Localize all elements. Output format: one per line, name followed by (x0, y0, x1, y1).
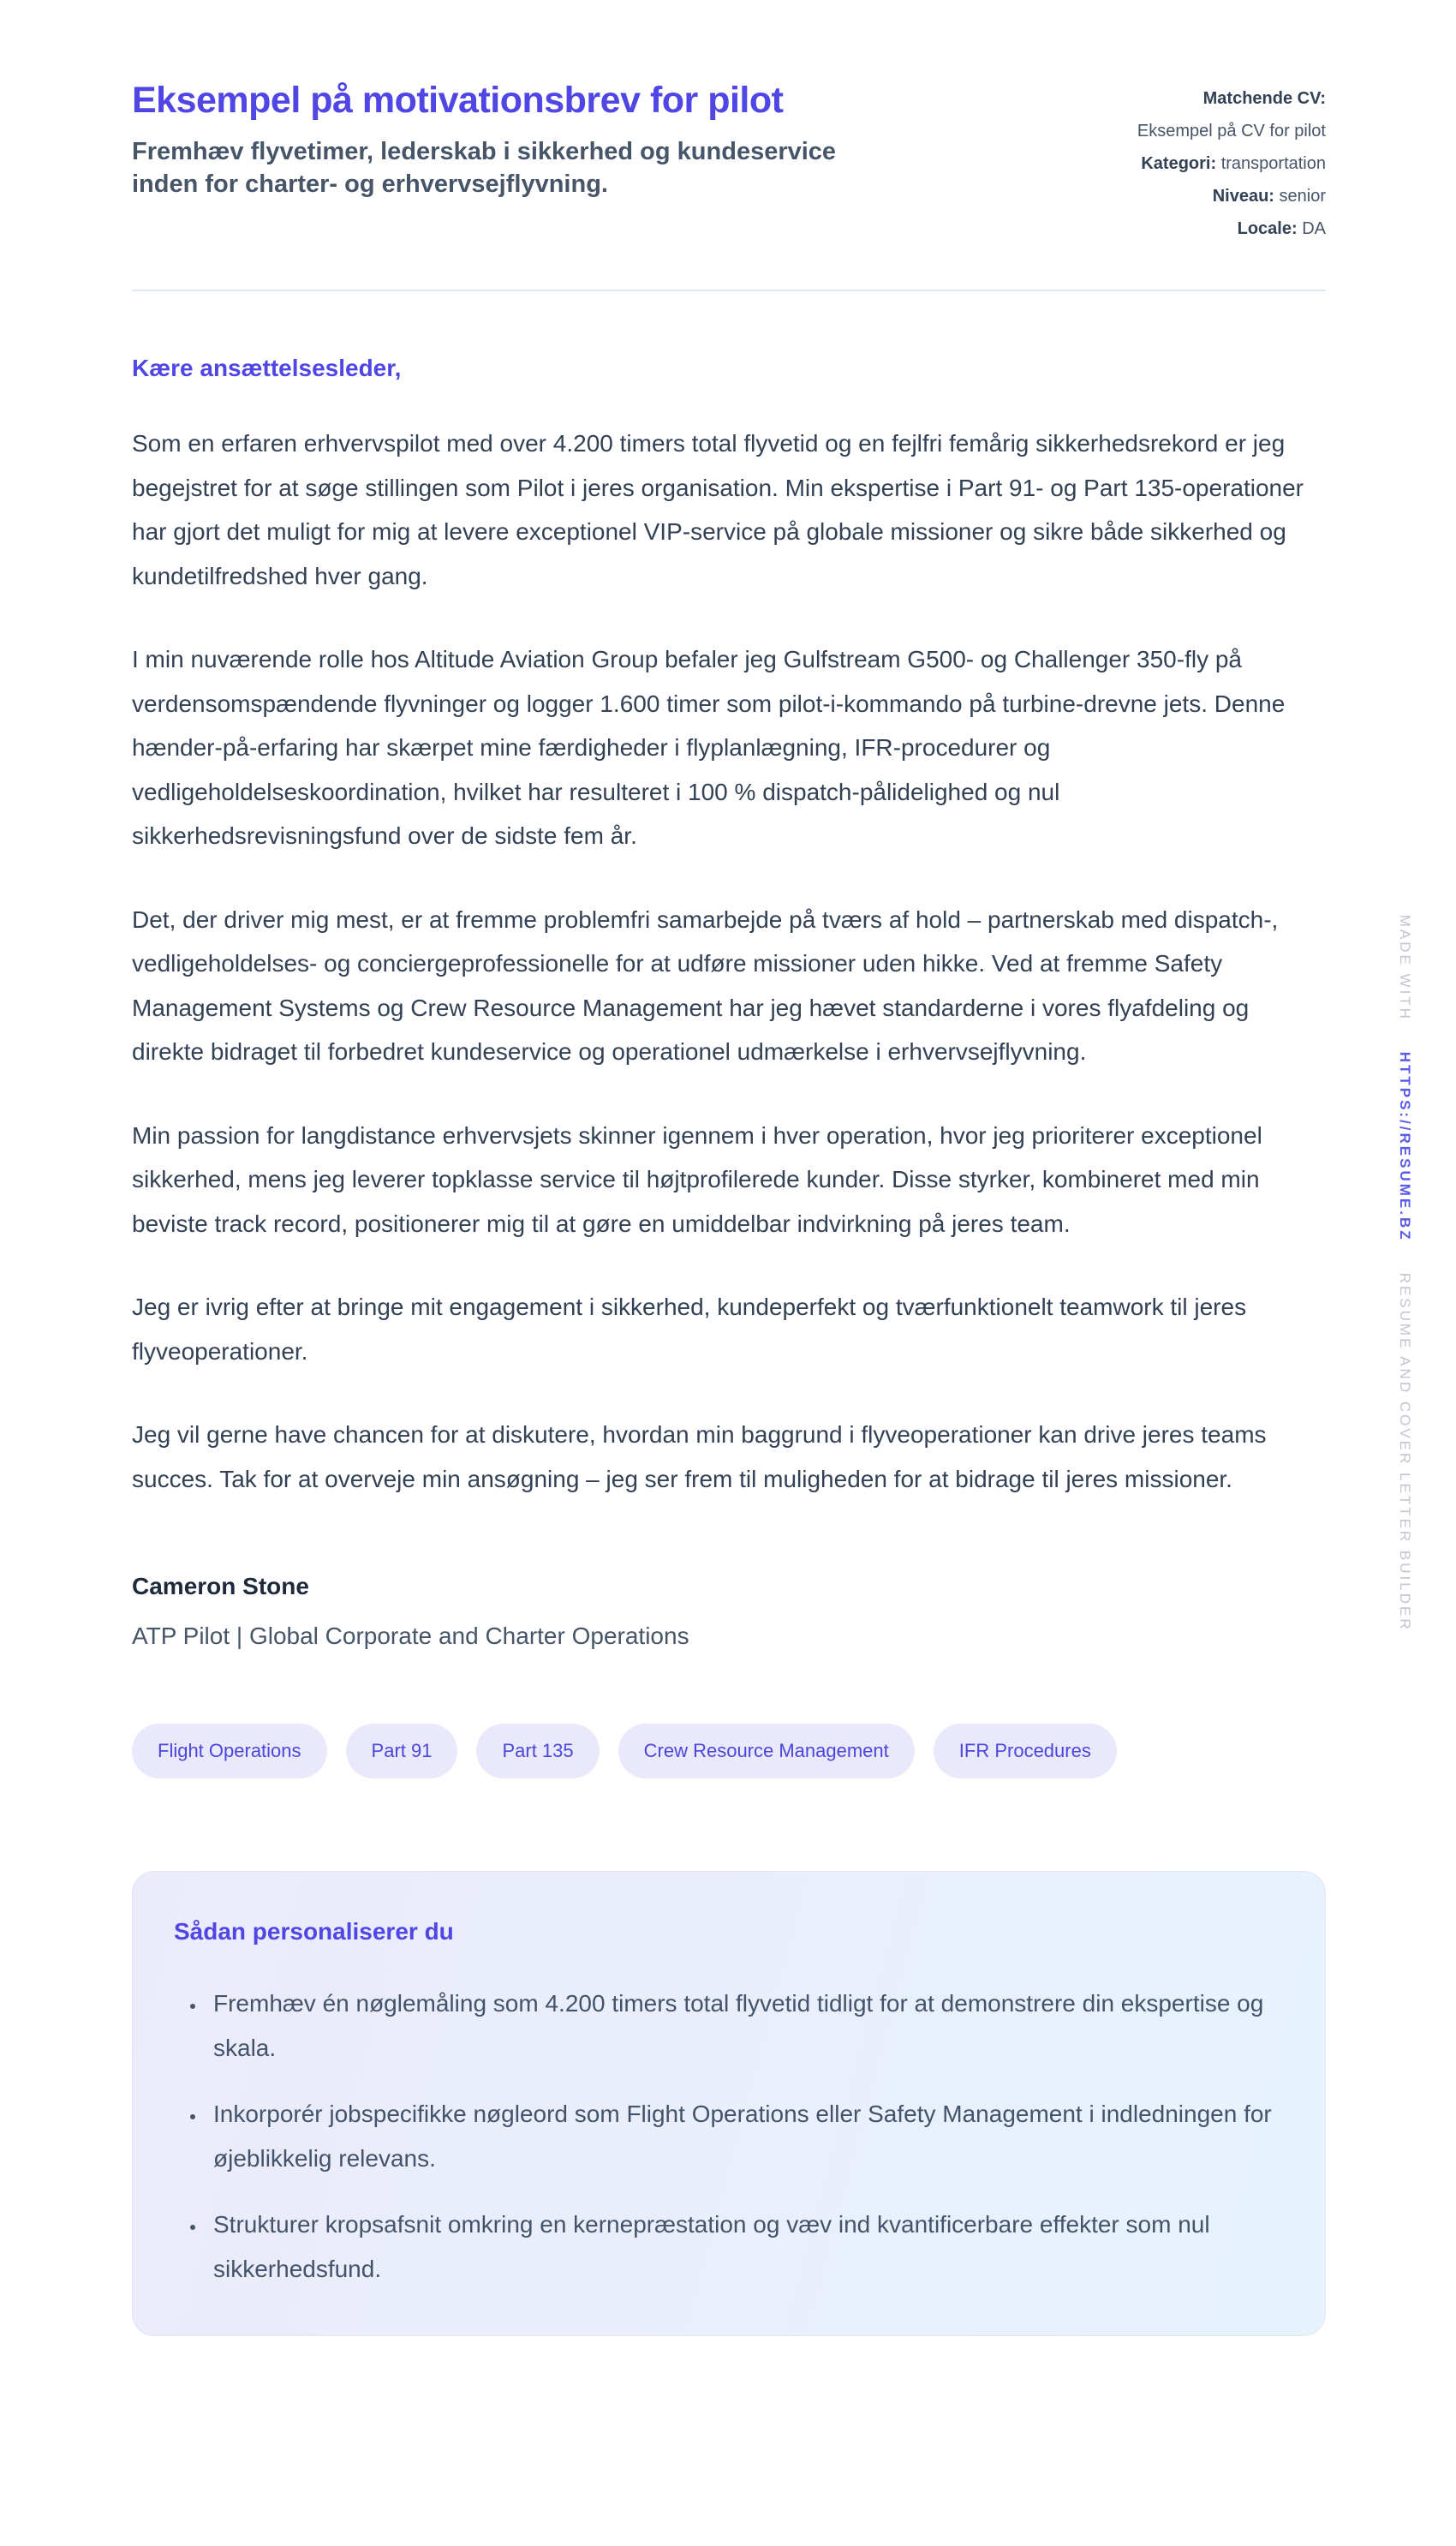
skill-tag[interactable]: Part 135 (476, 1724, 599, 1778)
tip-item: • Strukturer kropsafsnit omkring en kernepræstation og væv ind kvantificerbare effekter som nul sikkerhedsfund. (206, 2202, 1284, 2291)
meta-line (1043, 115, 1326, 147)
meta-line (1043, 82, 1326, 115)
watermark-suffix: RESUME AND COVER LETTER BUILDER (1397, 1272, 1413, 1632)
letter-paragraph: Som en erfaren erhvervspilot med over 4.200 timers total flyvetid og en fejlfri femårig sikkerhedsrekord er jeg begejstret for at søge stillingen som Pilot i jeres organisation. Min ekspertise i Part 91- og Part 135-operationer har gjort det muligt for mig at levere exceptionel VIP-service på globale missioner og sikre både sikkerhed og kundetilfredshed hver gang. (132, 430, 1304, 589)
signature-role: ATP Pilot | Global Corporate and Charter Operations (132, 1623, 689, 1650)
tip-item: • Inkorporér jobspecifikke nøgleord som Flight Operations eller Safety Management i indledningen for øjeblikkelig relevans. (206, 2092, 1284, 2180)
header (132, 0, 1326, 245)
meta-value: Eksempel på CV for pilot (1137, 122, 1326, 140)
meta-value: senior (1274, 187, 1326, 206)
letter-paragraph: Min passion for langdistance erhvervsjets skinner igennem i hver operation, hvor jeg prioriterer exceptionel sikkerhed, mens jeg leverer topklasse service til højtprofilerede kunder. Disse styrker, kombineret med min beviste track record, positionerer mig til at gøre en umiddelbar indvirkning på jeres team. (132, 1121, 1262, 1237)
meta-line (1043, 147, 1326, 180)
letter-paragraph: Det, der driver mig mest, er at fremme problemfri samarbejde på tværs af hold – partnerskab med dispatch-, vedligeholdelses- og conciergeprofessionelle for at udføre missioner uden hikke. Ved at fremme Safety Management Systems og Crew Resource Management har jeg hævet standarderne i vores flyafdeling og direkte bidraget til forbedret kundeservice og operationel udmærkelse i erhvervsejflyvning. (132, 905, 1279, 1066)
meta-label: Kategori: (1141, 154, 1217, 173)
meta-value: transportation (1216, 154, 1326, 173)
letter-greeting: Kære ansættelsesleder, (132, 355, 402, 381)
letter-paragraph: Jeg er ivrig efter at bringe mit engagement i sikkerhed, kundeperfekt og tværfunktionelt teamwork til jeres flyveoperationer. (132, 1294, 1247, 1365)
letter-paragraph: Jeg vil gerne have chancen for at diskutere, hvordan min baggrund i flyveoperationer kan drive jeres teams succes. Tak for at overveje min ansøgning – jeg ser frem til muligheden for at bidrage til jeres missioner. (132, 1421, 1267, 1492)
meta-line (1043, 180, 1326, 212)
header-divider (132, 290, 1326, 291)
page-title: Eksempel på motivationsbrev for pilot (132, 80, 784, 121)
tips-list (174, 1981, 1284, 2291)
letter-paragraph: I min nuværende rolle hos Altitude Aviation Group befaler jeg Gulfstream G500- og Challenger 350-fly på verdensomspændende flyvninger og logger 1.600 timer som pilot-i-kommando på turbine-drevne jets. Denne hænder-på-erfaring har skærpet mine færdigheder i flyplanlægning, IFR-procedurer og vedligeholdelseskoordination, hvilket har resulteret i 100 % dispatch-pålidelighed og nul sikkerhedsrevisningsfund over de sidste fem år. (132, 646, 1286, 850)
letter-body (132, 421, 1326, 1501)
meta-panel (1043, 79, 1326, 245)
signature-block (132, 1573, 1326, 1650)
cover-letter (132, 355, 1326, 1650)
watermark-link[interactable]: HTTPS://RESUME.BZ (1397, 1051, 1413, 1242)
skill-tag[interactable]: IFR Procedures (934, 1724, 1117, 1778)
personalization-tips-box (132, 1871, 1326, 2336)
tips-title: Sådan personaliserer du (174, 1918, 454, 1945)
meta-label: Niveau: (1212, 187, 1274, 206)
meta-line (1043, 212, 1326, 245)
skill-tag[interactable]: Flight Operations (132, 1724, 327, 1778)
page (132, 0, 1326, 2336)
skill-tag[interactable]: Part 91 (346, 1724, 458, 1778)
meta-label: Locale: (1237, 219, 1298, 238)
skill-tag[interactable]: Crew Resource Management (618, 1724, 915, 1778)
meta-value: DA (1297, 219, 1326, 238)
watermark-prefix: MADE WITH (1397, 914, 1413, 1021)
skill-tags (132, 1724, 1326, 1778)
watermark (1396, 915, 1413, 1632)
signature-name: Cameron Stone (132, 1573, 309, 1600)
header-titles (132, 79, 903, 200)
page-subtitle: Fremhæv flyvetimer, lederskab i sikkerhed og kundeservice inden for charter- og erhvervsejflyvning. (132, 137, 837, 198)
tip-item: • Fremhæv én nøglemåling som 4.200 timers total flyvetid tidligt for at demonstrere din ekspertise og skala. (206, 1981, 1284, 2070)
meta-label: Matchende CV: (1202, 89, 1326, 108)
